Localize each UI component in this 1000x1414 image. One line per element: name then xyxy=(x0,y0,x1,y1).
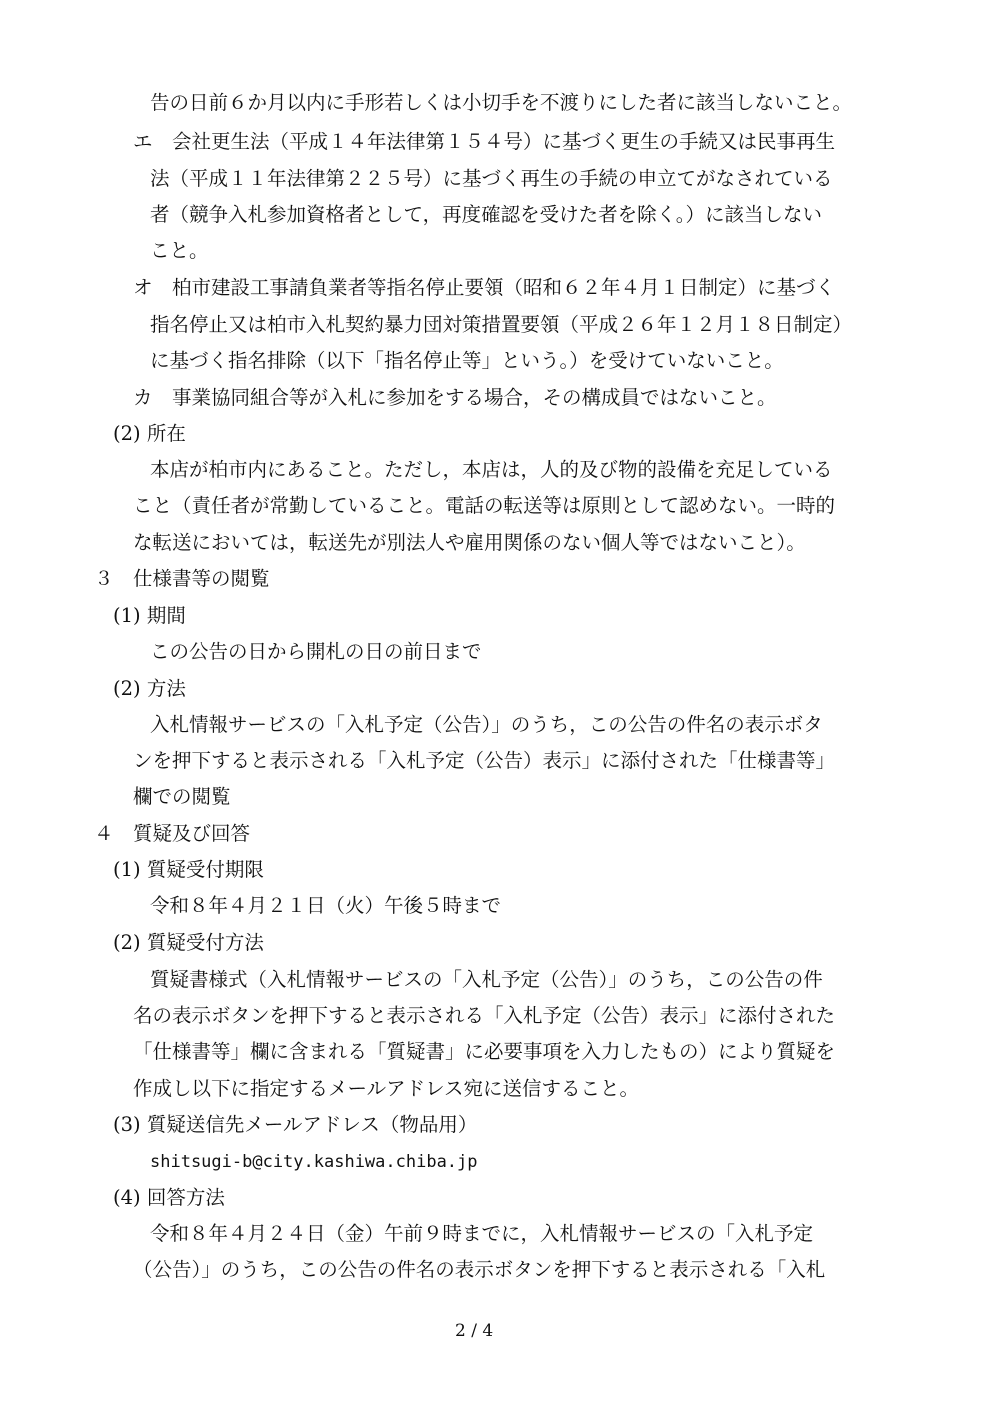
subsection-heading: (2) 所在 xyxy=(113,422,186,445)
list-item-ka: カ 事業協同組合等が入札に参加をする場合，その構成員ではないこと。 xyxy=(133,386,777,409)
text-line: こと（責任者が常勤していること。電話の転送等は原則として認めない。一時的 xyxy=(133,494,836,517)
text-line: 令和８年４月２１日（火）午後５時まで xyxy=(150,894,502,917)
list-item-o: オ 柏市建設工事請負業者等指名停止要領（昭和６２年４月１日制定）に基づく xyxy=(133,276,836,299)
text-line: 作成し以下に指定するメールアドレス宛に送信すること。 xyxy=(133,1077,640,1100)
text-line: 法（平成１１年法律第２２５号）に基づく再生の手続の申立てがなされている xyxy=(150,167,833,190)
subsection-heading: (1) 質疑受付期限 xyxy=(113,858,264,881)
text-line: な転送においては，転送先が別法人や雇用関係のない個人等ではないこと）。 xyxy=(133,531,806,554)
text-line: 入札情報サービスの「入札予定（公告）」のうち，この公告の件名の表示ボタ xyxy=(150,713,823,736)
text-line: に基づく指名排除（以下「指名停止等」という。）を受けていないこと。 xyxy=(150,349,784,372)
email-address: shitsugi-b@city.kashiwa.chiba.jp xyxy=(150,1152,478,1172)
text-line: 名の表示ボタンを押下すると表示される「入札予定（公告）表示」に添付された xyxy=(133,1004,836,1027)
subsection-heading: (2) 方法 xyxy=(113,677,186,700)
subsection-heading: (4) 回答方法 xyxy=(113,1186,225,1209)
subsection-heading: (2) 質疑受付方法 xyxy=(113,931,264,954)
text-line: 指名停止又は柏市入札契約暴力団対策措置要領（平成２６年１２月１８日制定） xyxy=(150,313,853,336)
subsection-heading: (3) 質疑送信先メールアドレス（物品用） xyxy=(113,1113,478,1136)
text-line: （公告）」のうち，この公告の件名の表示ボタンを押下すると表示される「入札 xyxy=(133,1258,826,1281)
page-number: 2 / 4 xyxy=(455,1321,494,1341)
section-heading: ４ 質疑及び回答 xyxy=(94,822,251,845)
text-line: こと。 xyxy=(150,239,209,262)
text-line: 令和８年４月２４日（金）午前９時までに，入札情報サービスの「入札予定 xyxy=(150,1222,814,1245)
text-line: この公告の日から開札の日の前日まで xyxy=(150,640,482,663)
section-heading: ３ 仕様書等の閲覧 xyxy=(94,567,270,590)
text-line: 「仕様書等」欄に含まれる「質疑書」に必要事項を入力したもの）により質疑を xyxy=(133,1040,836,1063)
text-line: 欄での閲覧 xyxy=(133,785,231,808)
text-line: 者（競争入札参加資格者として，再度確認を受けた者を除く。）に該当しない xyxy=(150,203,822,226)
text-line: ンを押下すると表示される「入札予定（公告）表示」に添付された「仕様書等」 xyxy=(133,749,836,772)
text-line: 質疑書様式（入札情報サービスの「入札予定（公告）」のうち，この公告の件 xyxy=(150,968,823,991)
list-item-e: エ 会社更生法（平成１４年法律第１５４号）に基づく更生の手続又は民事再生 xyxy=(133,130,836,153)
text-line: 告の日前６か月以内に手形若しくは小切手を不渡りにした者に該当しないこと。 xyxy=(150,91,853,114)
subsection-heading: (1) 期間 xyxy=(113,604,186,627)
text-line: 本店が柏市内にあること。ただし，本店は，人的及び物的設備を充足している xyxy=(150,458,833,481)
